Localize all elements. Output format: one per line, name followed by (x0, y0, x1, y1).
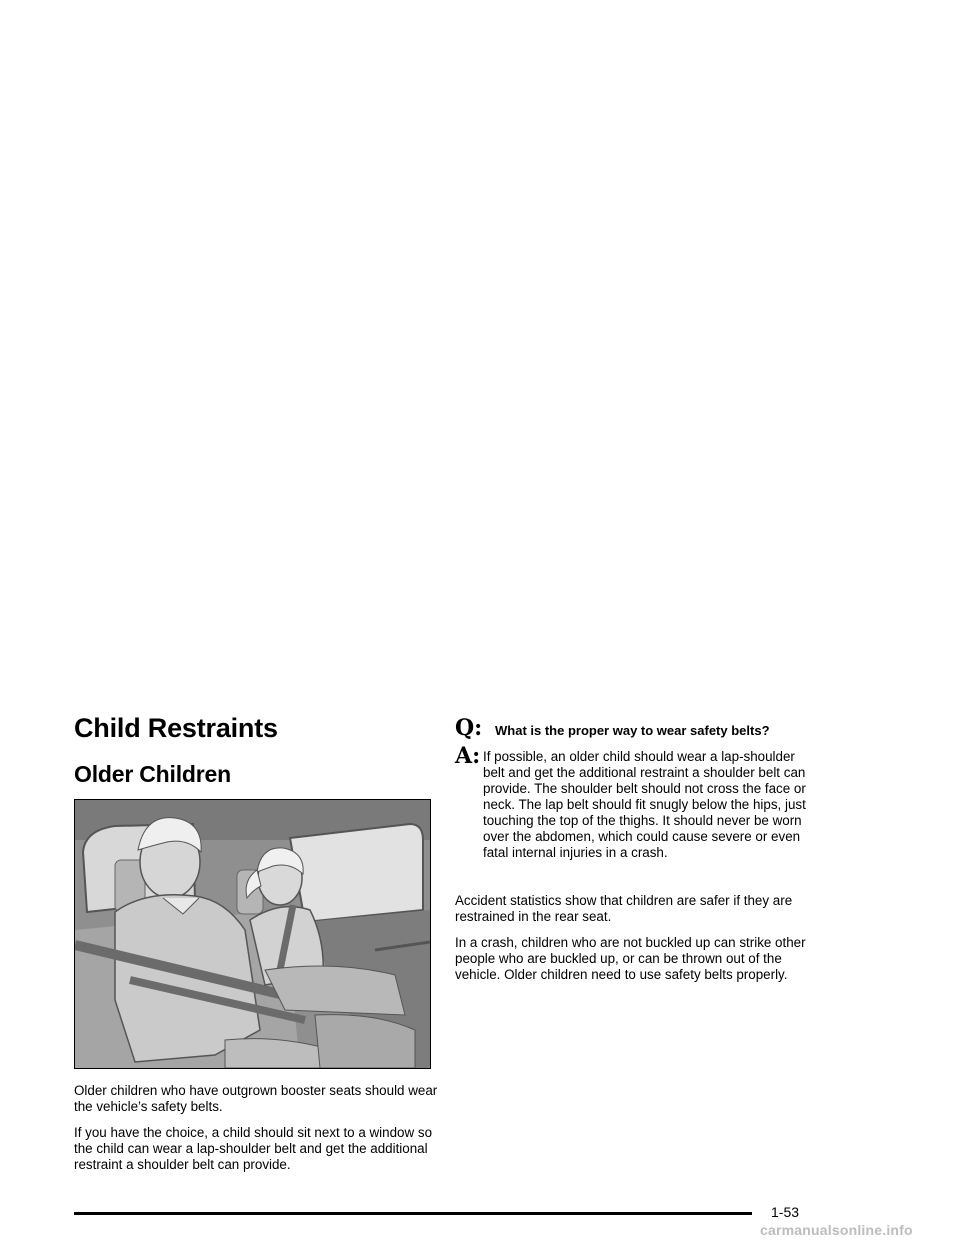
answer-text: If possible, an older child should wear a lap-shoulder belt and get the additional restraint a shoulder belt can provide. The shoulder belt should not cross the face or neck. The lap belt should fit snugly below the hips, just touching the top of the thighs. It should never be worn over the abdomen, which could cause severe or even fatal internal injuries in a crash. (483, 749, 806, 860)
paragraph-accident-statistics: Accident statistics show that children are safer if they are restrained in the rear seat. (455, 893, 793, 924)
question-text: What is the proper way to wear safety belts? (495, 723, 770, 738)
paragraph-crash-risk: In a crash, children who are not buckled up can strike other people who are buckled up, or can be thrown out of the vehicle. Older children need to use safety belts properly. (455, 935, 806, 982)
answer-letter: A: (455, 743, 481, 769)
older-children-seatbelt-illustration (74, 799, 431, 1069)
section-title: Child Restraints (74, 713, 278, 743)
paragraph-window-seat: If you have the choice, a child should sit next to a window so the child can wear a lap-shoulder belt and get the additional restraint a shoulder belt can provide. (74, 1125, 433, 1172)
subsection-title: Older Children (74, 761, 231, 787)
paragraph-outgrown-booster: Older children who have outgrown booster seats should wear the vehicle’s safety belts. (74, 1083, 438, 1114)
page-number: 1-53 (771, 1204, 800, 1220)
watermark: carmanualsonline.info (760, 1222, 913, 1238)
question-letter: Q: (455, 715, 483, 741)
footer-rule (74, 1212, 752, 1215)
